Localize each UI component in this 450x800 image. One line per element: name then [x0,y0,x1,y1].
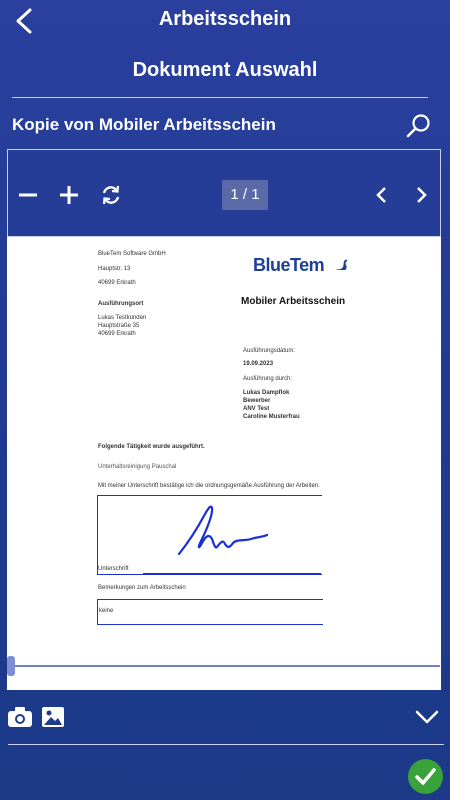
image-icon [40,704,66,730]
remarks-label: Bemerkungen zum Arbeitsschein [98,585,186,591]
logo-text: BlueTem [253,255,325,275]
app-title: Arbeitsschein [158,8,292,30]
rotate-button[interactable] [94,178,128,212]
executed-by-label: Ausführung durch: [243,376,293,382]
page-indicator: 1 / 1 [222,180,268,210]
executed-by-1: Lukas Dampflok [243,390,290,396]
company-city: 40699 Erkrath [98,280,136,286]
place-name: Lukas Testkunden [98,315,147,321]
document-title: Kopie von Mobiler Arbeitsschein [12,115,276,134]
scrollbar-thumb[interactable] [7,656,15,676]
document-page [7,237,441,690]
gallery-button[interactable] [40,704,66,730]
date-label: Ausführungsdatum: [243,348,296,354]
chevron-left-icon [364,178,398,212]
horizontal-scrollbar[interactable] [10,665,440,667]
activity-heading: Folgende Tätigkeit wurde ausgeführt. [98,444,205,450]
camera-button[interactable] [6,704,34,730]
plus-icon [52,178,86,212]
signature-image [167,499,277,563]
company-name: BlueTem Software GmbH [98,251,166,257]
refresh-icon [94,178,128,212]
collapse-button[interactable] [412,704,442,730]
place-heading: Ausführungsort [98,301,144,307]
divider [8,744,444,745]
checkmark-icon [408,759,443,794]
search-icon [404,112,432,140]
minus-icon [11,178,45,212]
section-title: Dokument Auswahl [132,59,318,81]
signature-line [143,573,321,574]
company-street: Hauptstr. 13 [98,266,131,272]
chevron-right-icon [405,178,439,212]
bottom-action-bar [0,690,450,744]
lizard-icon [333,257,349,273]
confirmation-text: Mit meiner Unterschrift bestätige ich die ordnungsgemäße Ausführung der Arbeiten. [98,483,320,489]
executed-by-2: Bewerber [243,398,271,404]
remarks-value: keine [99,608,114,614]
executed-by-3: ANV Test [243,406,270,412]
camera-icon [6,704,34,730]
viewer-toolbar [7,149,441,237]
document-heading: Mobiler Arbeitsschein [241,296,346,307]
zoom-out-button[interactable] [11,178,45,212]
confirm-button[interactable] [408,759,443,794]
activity-text: Unterhaltsreinigung Pauschal [98,464,177,470]
search-button[interactable] [404,112,432,140]
next-page-button[interactable] [405,178,439,212]
divider [12,97,428,98]
place-street: Hauptstraße 35 [98,323,140,329]
place-city: 40699 Erkrath [98,331,136,337]
date-value: 19.09.2023 [243,361,274,367]
executed-by-4: Caroline Musterfrau [243,414,300,420]
bluetem-logo [253,255,353,277]
signature-label: Unterschrift [98,566,129,572]
previous-page-button[interactable] [364,178,398,212]
remarks-box [97,599,323,625]
chevron-down-icon [412,704,442,730]
pdf-viewer [7,149,441,690]
zoom-in-button[interactable] [52,178,86,212]
